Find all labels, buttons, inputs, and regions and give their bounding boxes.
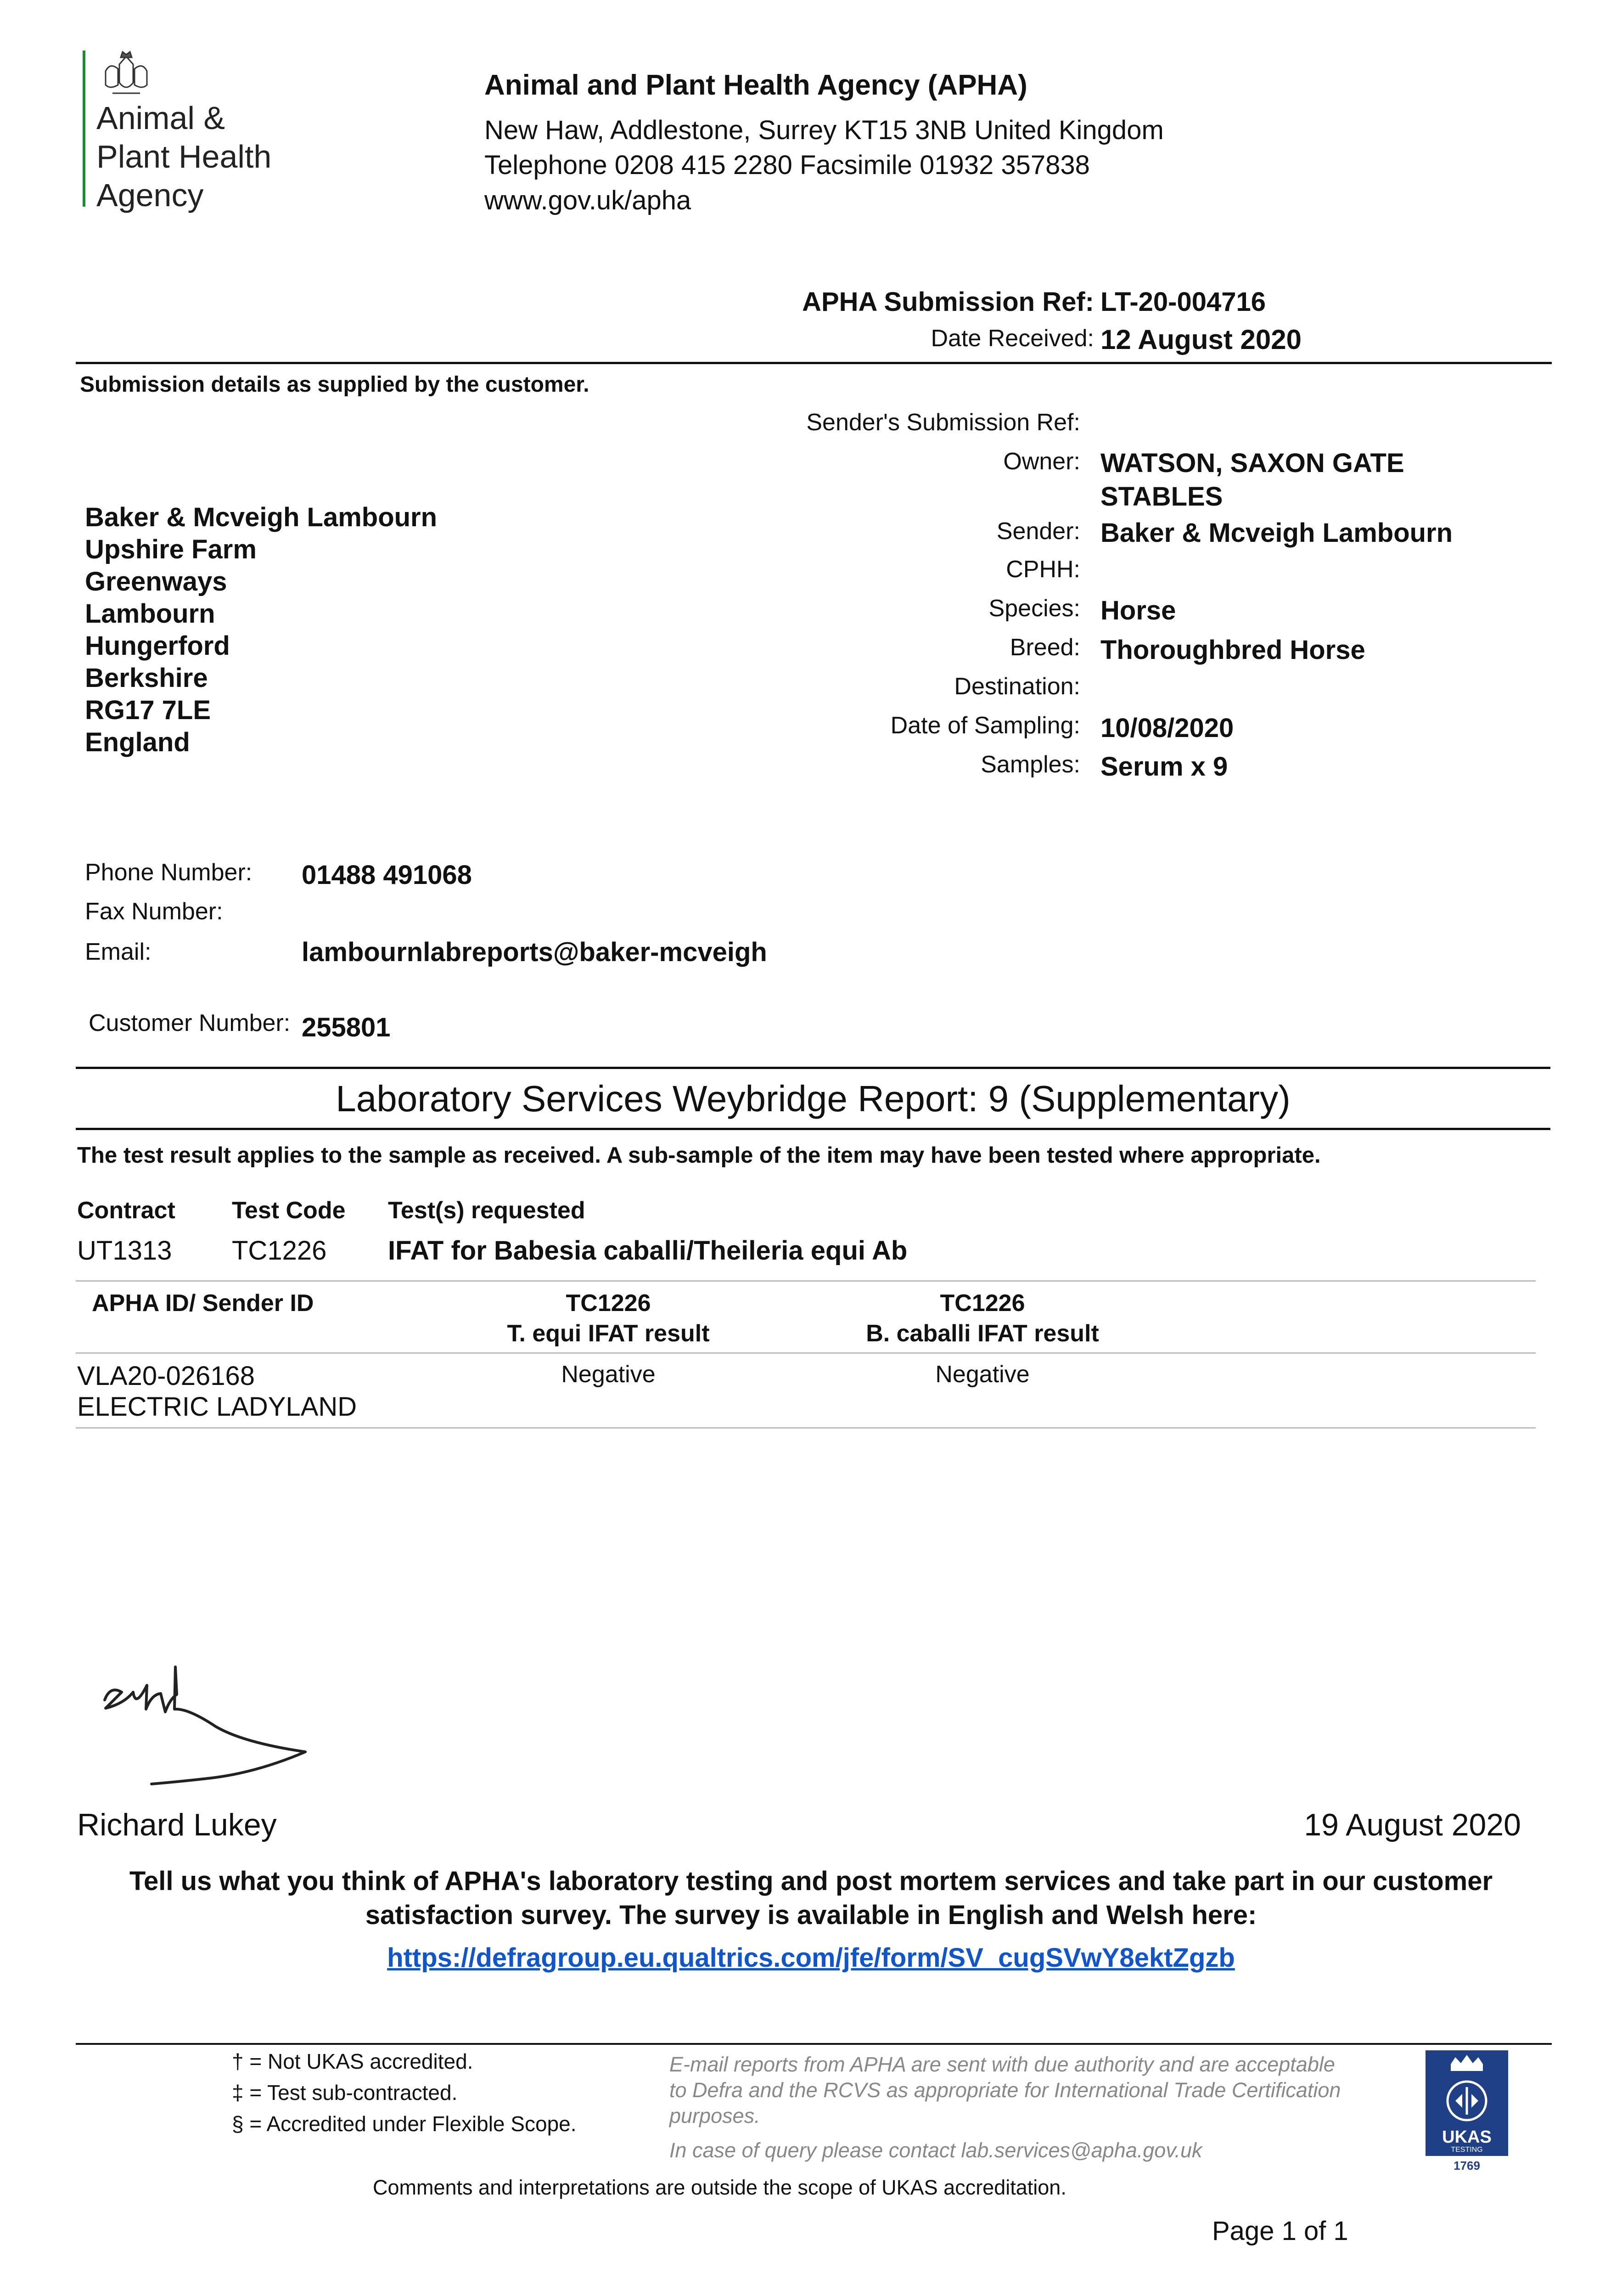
- contract-header: Contract: [77, 1197, 175, 1224]
- address-line: England: [85, 727, 190, 757]
- phone-label: Phone Number:: [85, 859, 253, 886]
- test-code-header: Test Code: [232, 1197, 346, 1224]
- report-title: Laboratory Services Weybridge Report: 9 (Supplementary): [336, 1078, 1291, 1119]
- t-equi-result-cell: Negative: [561, 1361, 656, 1388]
- address-line: Upshire Farm: [85, 535, 257, 564]
- report-disclaimer: The test result applies to the sample as received. A sub-sample of the item may have been tested where appropriate.: [77, 1143, 1321, 1168]
- apha-logo-text: Animal & Plant Health Agency: [96, 100, 272, 213]
- signature-image: [96, 1658, 317, 1791]
- ukas-label: UKAS: [1442, 2127, 1492, 2147]
- species-label: Species:: [988, 595, 1080, 622]
- date-received-label: Date Received:: [931, 325, 1094, 352]
- header-divider: [76, 362, 1552, 364]
- apha-id-header: APHA ID/ Sender ID: [92, 1290, 314, 1317]
- org-telephone: Telephone 0208 415 2280 Facsimile 01932 357838: [484, 150, 1090, 180]
- footer-divider: [76, 2043, 1552, 2045]
- ukas-sub-label: TESTING: [1451, 2146, 1483, 2154]
- date-received-value: 12 August 2020: [1100, 324, 1302, 355]
- org-website[interactable]: www.gov.uk/apha: [484, 186, 691, 215]
- footnote-flexible-scope: § = Accredited under Flexible Scope.: [232, 2112, 577, 2136]
- test-code-value: TC1226: [232, 1236, 327, 1266]
- org-name: Animal and Plant Health Agency (APHA): [484, 69, 1027, 101]
- survey-text-line2: satisfaction survey. The survey is available in English and Welsh here:: [365, 1900, 1257, 1930]
- sampling-date-value: 10/08/2020: [1100, 713, 1234, 743]
- apha-logo-bar: [83, 51, 85, 207]
- senders-ref-label: Sender's Submission Ref:: [806, 409, 1080, 436]
- address-line: Greenways: [85, 567, 227, 597]
- footnote-subcontracted: ‡ = Test sub-contracted.: [232, 2081, 458, 2105]
- page-number: Page 1 of 1: [1212, 2216, 1348, 2246]
- owner-label: Owner:: [1003, 448, 1080, 475]
- contract-value: UT1313: [77, 1236, 172, 1266]
- owner-value: WATSON, SAXON GATE: [1100, 448, 1404, 478]
- b-caballi-result-header: B. caballi IFAT result: [866, 1320, 1099, 1347]
- address-line: Hungerford: [85, 631, 230, 661]
- report-divider-bottom: [76, 1128, 1550, 1130]
- sampling-date-label: Date of Sampling:: [890, 712, 1080, 739]
- owner-value-cont: STABLES: [1100, 482, 1223, 512]
- submission-ref-label: APHA Submission Ref:: [802, 287, 1094, 317]
- survey-link[interactable]: https://defragroup.eu.qualtrics.com/jfe/form/SV_cugSVwY8ektZgzb: [387, 1943, 1235, 1973]
- sender-value: Baker & Mcveigh Lambourn: [1100, 518, 1453, 548]
- breed-value: Thoroughbred Horse: [1100, 635, 1365, 665]
- t-equi-result-header: T. equi IFAT result: [507, 1320, 710, 1347]
- samples-label: Samples:: [981, 751, 1080, 778]
- table-divider: [76, 1352, 1536, 1354]
- sender-id-cell: ELECTRIC LADYLAND: [77, 1392, 357, 1422]
- submission-details-note: Submission details as supplied by the customer.: [80, 372, 589, 397]
- table-divider: [76, 1427, 1536, 1429]
- cphh-label: CPHH:: [1006, 556, 1080, 583]
- b-caballi-result-cell: Negative: [935, 1361, 1030, 1388]
- destination-label: Destination:: [954, 673, 1080, 700]
- test-requested-value: IFAT for Babesia caballi/Theileria equi Ab: [388, 1236, 908, 1266]
- species-value: Horse: [1100, 596, 1176, 625]
- ukas-badge: [1423, 2050, 1510, 2174]
- breed-label: Breed:: [1010, 634, 1080, 661]
- customer-number-label: Customer Number:: [89, 1010, 291, 1036]
- ukas-number: 1769: [1454, 2159, 1480, 2172]
- samples-value: Serum x 9: [1100, 752, 1228, 782]
- address-line: Berkshire: [85, 663, 208, 693]
- email-report-note: E-mail reports from APHA are sent with due authority and are acceptable to Defra and the RCVS as appropriate for International Trade Certification purposes.: [669, 2053, 1341, 2127]
- ukas-crown-icon: [1423, 2050, 1510, 2174]
- survey-text-line1: Tell us what you think of APHA's laboratory testing and post mortem services and take part in our customer: [129, 1866, 1493, 1896]
- signatory-name: Richard Lukey: [77, 1807, 277, 1842]
- email-value: lambournlabreports@baker-mcveigh: [302, 937, 767, 967]
- org-address: New Haw, Addlestone, Surrey KT15 3NB United Kingdom: [484, 115, 1164, 145]
- t-equi-code-header: TC1226: [566, 1290, 651, 1317]
- comments-note: Comments and interpretations are outside the scope of UKAS accreditation.: [373, 2176, 1066, 2199]
- sender-label: Sender:: [996, 518, 1080, 545]
- table-divider: [76, 1280, 1536, 1282]
- customer-number-value: 255801: [302, 1013, 391, 1042]
- address-line: RG17 7LE: [85, 695, 211, 725]
- signature-date: 19 August 2020: [1304, 1807, 1521, 1842]
- phone-value: 01488 491068: [302, 860, 472, 890]
- address-line: Lambourn: [85, 599, 215, 629]
- royal-crest-icon: [94, 48, 158, 99]
- fax-label: Fax Number:: [85, 898, 223, 925]
- report-divider-top: [76, 1067, 1550, 1069]
- submission-ref-value: LT-20-004716: [1100, 287, 1266, 317]
- customer-address: [85, 501, 437, 758]
- address-line: Baker & Mcveigh Lambourn: [85, 502, 438, 532]
- apha-id-cell: VLA20-026168: [77, 1361, 255, 1391]
- tests-requested-header: Test(s) requested: [388, 1197, 585, 1224]
- email-label: Email:: [85, 939, 152, 965]
- footnote-not-ukas: † = Not UKAS accredited.: [232, 2049, 473, 2073]
- b-caballi-code-header: TC1226: [940, 1290, 1025, 1317]
- query-contact-note: In case of query please contact lab.services@apha.gov.uk: [669, 2138, 1202, 2162]
